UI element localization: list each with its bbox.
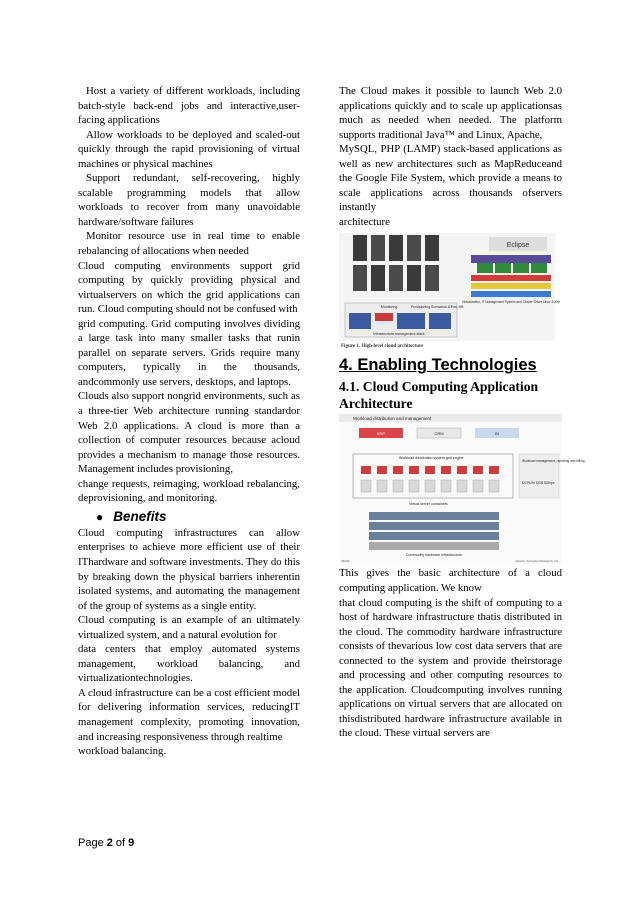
current-page: 2 [106,837,113,849]
right-column [339,84,585,741]
fig2-grid-engine: Workload distribution system grid engine [399,456,464,461]
paragraph-benefits-1: Cloud computing infrastructures can allow enterprises to achieve more efficient use of their IThardware and software investments. They do this by breaking down the physical barriers inherentin isolated systems, and automating the management of the group of systems as a single entity. [78,526,300,612]
fig2-crm: CRM [434,431,444,437]
page-footer: Page 2 of 9 [78,837,135,849]
fig2-infra: Commodity hardware infrastructure [405,553,463,558]
benefits-heading: ● Benefits [96,508,167,524]
paragraph-grid-support: Cloud computing environments support grid computing by quickly providing physical and virtualservers on which the grid applications can run. Cloud computing should not be confused with [78,259,300,316]
monitoring-label: Monitoring [381,305,398,310]
paragraph-architecture: architecture [339,215,390,228]
bullet-icon: ● [96,509,104,524]
paragraph-lamp: MySQL, PHP (LAMP) stack-based applications as well as new architectures such as MapReduceand the Google File System, which provide a means to scale applications across thousands ofservers instantly [339,143,562,214]
provisioning-label: Provisioning Scenarios & Env. HB [411,305,464,310]
fig2-costs: $/CPU/hr $/GB $/Gbps [522,481,555,486]
paragraph-basic-architecture: This gives the basic architecture of a cloud computing application. We know [339,567,562,595]
paragraph-change-requests: change requests, reimaging, workload rebalancing, deprovisioning, and monitoring. [78,477,300,505]
paragraph-benefits-2: Cloud computing is an example of an ultimately virtualized system, and a natural evolution for [78,614,300,641]
paragraph-benefits-5: workload balancing. [78,745,167,758]
paragraph-workloads: Host a variety of different workloads, including batch-style back-end jobs and interactive,user-facing applications [78,85,300,127]
paragraph-nongrid: Clouds also support nongrid environments, such as a three-tier Web architecture running standardor Web 2.0 applications. A cloud is more than a collection of computer resources because acloud provides a mechanism to manage those resources. Management includes provisioning, [78,390,300,476]
paragraph-benefits-3: data centers that employ automated systems management, workload balancing, and virtualizationtechnologies. [78,643,300,685]
fig2-erp: ERP [376,431,386,437]
paragraph-monitor: Monitor resource use in real time to enable rebalancing of allocations when needed [78,230,300,258]
total-pages: 9 [128,837,135,849]
subsection-heading: 4.1. Cloud Computing Application Architecture [339,379,539,412]
paragraph-shift: that cloud computing is the shift of computing to a host of hardware infrastructure thatis distributed in the cloud. The commodity hardware infrastructure consists of thevarious low cost data servers that are connected to the system and provide theirstorage and processing and other computing resources to the application. Cloudcomputing involves running applications on virtual servers that are allocated on thisdistributed hardware infrastructure available in the cloud. These virtual servers are [339,596,562,740]
eclipse-label: Eclipse [506,242,530,250]
section-heading: 4. Enabling Technologies [339,356,537,375]
paragraph-web20: The Cloud makes it possible to launch Web 2.0 applications quickly and to scale up applicationsas much as needed when needed. The platform supports traditional Java™ and Linux, Apache, [339,85,562,141]
management-label: Infrastructure management stack [373,332,425,337]
left-column [78,84,300,759]
fig2-bi: BI [495,431,499,437]
paragraph-grid-computing: grid computing. Grid computing involves dividing a large task into many smaller tasks that runin parallel on separate servers. Grids require many computers, typically in the thousands, andcommonly use servers, desktops, and laptops. [78,317,300,388]
virtualization-label: Virtualization, IT Management System and Cluster Driver Linux & Xen [461,300,561,305]
fig2-id: 46229 [341,559,350,564]
paragraph-deploy: Allow workloads to be deployed and scaled-out quickly through the rapid provisioning of virtual machines or physical machines [78,128,300,170]
paragraph-redundant: Support redundant, self-recovering, highly scalable programming models that allow workloads to recover from many unavoidable hardware/software failures [78,172,300,228]
application-architecture-figure [339,414,585,564]
figure1-caption: Figure 1. High-level cloud architecture [341,344,424,350]
fig2-vsc: Virtual server containers [409,502,448,507]
fig2-side: Workload management, reporting and billing [522,459,585,464]
fig2-title: Workload distribution and management [353,416,432,422]
cloud-architecture-figure [339,233,561,341]
paragraph-benefits-4: A cloud infrastructure can be a cost efficient model for delivering information services, reducingIT management complexity, promoting innovation, and increasing responsiveness through realtime [78,686,300,743]
fig2-source: Source: Forrester Research, Inc. [515,559,559,564]
